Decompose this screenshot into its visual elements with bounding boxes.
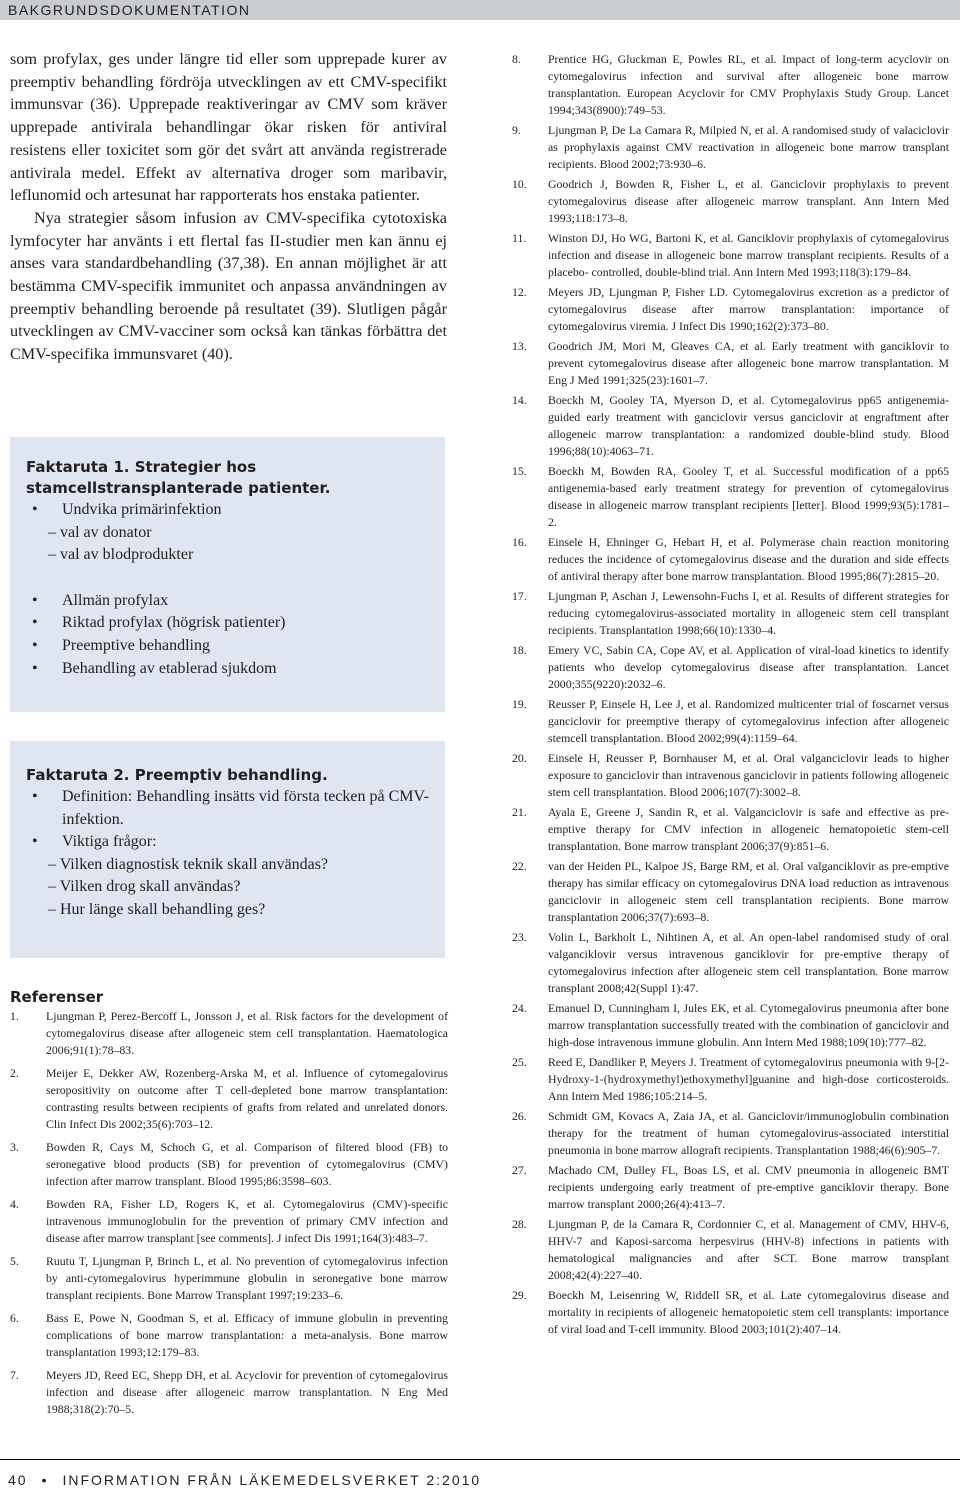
list-item: – val av donator [48, 523, 152, 541]
reference-item [512, 1108, 949, 1159]
list-item: • Viktiga frågor: [26, 831, 431, 854]
reference-text: Emanuel D, Cunningham I, Jules EK, et al. Cytomegalovirus pneumonia after bone marrow transplantation successfully treated with the combination of ganciclovir and high-dose intravenous immune globulin. Ann Intern Med 1988;109(10):777–82. [548, 1001, 949, 1049]
reference-number: 13. [512, 339, 527, 353]
reference-item [512, 392, 949, 460]
reference-item [512, 51, 949, 119]
reference-number: 17. [512, 589, 527, 603]
reference-item [512, 1054, 949, 1105]
footer-separator: • [41, 1472, 49, 1488]
reference-number: 1. [10, 1009, 19, 1023]
reference-number: 22. [512, 859, 527, 873]
reference-number: 14. [512, 393, 527, 407]
faktaruta-1 [10, 437, 445, 712]
reference-item [512, 642, 949, 693]
reference-number: 25. [512, 1055, 527, 1069]
list-item: • Behandling av etablerad sjukdom [26, 658, 431, 681]
reference-item [10, 1253, 448, 1304]
reference-text: Machado CM, Dulley FL, Boas LS, et al. CMV pneumonia in allogeneic BMT recipients undergoing early treatment of pre-emptive ganciklovir therapy. Bone marrow transplant 2000;26(4):413–7. [548, 1163, 949, 1211]
reference-item [10, 1065, 448, 1133]
footer [8, 1470, 908, 1490]
reference-number: 27. [512, 1163, 527, 1177]
reference-text: Ljungman P, de la Camara R, Cordonnier C, et al. Management of CMV, HHV-6, HHV-7 and Kaposi-sarcoma herpesvirus (HHV-8) infections in patients with hematological malignancies and after SCT. Bone marrow transplant 2008;42(4):227–40. [548, 1217, 949, 1282]
reference-item [512, 1000, 949, 1051]
reference-item [512, 1216, 949, 1284]
reference-text: Meyers JD, Reed EC, Shepp DH, et al. Acyclovir for prevention of cytomegalovirus infection and disease after allogeneic marrow transplantation. N Eng Med 1988;318(2):70–5. [46, 1368, 448, 1416]
list-item: • Riktad profylax (högrisk patienter) [26, 612, 431, 635]
reference-number: 21. [512, 805, 527, 819]
reference-text: Winston DJ, Ho WG, Bartoni K, et al. Ganciklovir prophylaxis of cytomegalovirus infection and disease in allogeneic bone marrow transplant recipients. Results of a placebo- controlled, double-blind trial. Ann Intern Med 1993;118(3):179–84. [548, 231, 949, 279]
reference-number: 4. [10, 1197, 19, 1211]
reference-item [512, 534, 949, 585]
reference-number: 9. [512, 123, 521, 137]
reference-number: 28. [512, 1217, 527, 1231]
reference-number: 18. [512, 643, 527, 657]
body-paragraph: som profylax, ges under längre tid eller som upprepade kurer av preemptiv behandling fördröja utvecklingen av ett CMV-specifikt immunsvar (36). Upprepade reaktiveringar av CMV som kräver upprepade antivirala behandlingar ökar risken för antiviral resistens eller toxicitet som gör det svårt att använda registrerade antivirala medel. Effekt av alternativa droger som maribavir, leflunomid och artesunat har rapporterats hos enstaka patienter. [10, 50, 447, 205]
faktaruta-2-title: Faktaruta 2. Preemptiv behandling. [26, 766, 328, 784]
faktaruta-1-title: Faktaruta 1. Strategier hos stamcellstransplanterade patienter. [26, 458, 331, 497]
reference-number: 12. [512, 285, 527, 299]
reference-item [512, 338, 949, 389]
reference-text: Boeckh M, Bowden RA, Gooley T, et al. Successful modification of a pp65 antigenemia-based early treatment strategy for prevention of cytomegalovirus disease in allogeneic marrow transplant recipients [letter]. Blood 1999;93(5):1781–2. [548, 464, 949, 529]
reference-number: 29. [512, 1288, 527, 1302]
reference-number: 3. [10, 1140, 19, 1154]
reference-item [10, 1139, 448, 1190]
reference-text: Bowden RA, Fisher LD, Rogers K, et al. Cytomegalovirus (CMV)-specific intravenous immunoglobulin for the prevention of primary CMV infection and disease after marrow transplant [see comments]. J infect Dis 1991;164(3):483–7. [46, 1197, 448, 1245]
reference-item [10, 1196, 448, 1247]
reference-text: Goodrich JM, Mori M, Gleaves CA, et al. Early treatment with ganciklovir to prevent cytomegalovirus disease after allogeneic bone marrow transplantation. M Eng J Med 1991;325(23):1601–7. [548, 339, 949, 387]
reference-item [512, 1287, 949, 1338]
reference-item [512, 230, 949, 281]
references-list-right [512, 51, 949, 1341]
reference-item [512, 858, 949, 926]
reference-item [10, 1367, 448, 1418]
reference-text: Goodrich J, Bowden R, Fisher L, et al. Ganciclovir prophylaxis to prevent cytomegalovirus disease after allogeneic marrow transplant. Ann Intern Med 1993;118:173–8. [548, 177, 949, 225]
reference-text: Reusser P, Einsele H, Lee J, et al. Randomized multicenter trial of foscarnet versus ganciclovir for preemptive therapy of cytomegalovirus infection after allogeneic stemcell transplantation. Blood 2002;99(4):1159–64. [548, 697, 949, 745]
reference-text: Volin L, Barkholt L, Nihtinen A, et al. An open-label randomised study of oral valganciklovir versus intravenous ganciklovir for pre-emptive therapy of cytomegalovirus infection after allogeneic stem cell transplantation. Bone marrow transplant 2008;42(Suppl 1):47. [548, 930, 949, 995]
reference-number: 5. [10, 1254, 19, 1268]
reference-text: Ljungman P, Perez-Bercoff L, Jonsson J, et al. Risk factors for the development of cytomegalovirus disease after allogeneic stem cell transplantation. Haematologica 2006;91(1):78–83. [46, 1009, 448, 1057]
reference-text: Reed E, Dandliker P, Meyers J. Treatment of cytomegalovirus pneumonia with 9-[2-Hydroxy-1-(hydroxymethyl)ethoxymethyl]guanine and high-dose corticosteroids. Ann Intern Med 1986;105:214–5. [548, 1055, 949, 1103]
reference-text: Ljungman P, Aschan J, Lewensohn-Fuchs I, et al. Results of different strategies for reducing cytomegalovirus-associated mortality in allogeneic stem cell transplant recipients. Transplantation 1998;66(10):1330–4. [548, 589, 949, 637]
reference-number: 11. [512, 231, 527, 245]
reference-number: 7. [10, 1368, 19, 1382]
reference-text: Ruutu T, Ljungman P, Brinch L, et al. No prevention of cytomegalovirus infection by anti-cytomegalovirus hyperimmune globulin in seronegative bone marrow transplant recipients. Bone Marrow Transplant 1997;19:233–6. [46, 1254, 448, 1302]
reference-text: Meijer E, Dekker AW, Rozenberg-Arska M, et al. Influence of cytomegalovirus seropositivity on outcome after T cell-depleted bone marrow transplantation: contrasting results between recipients of grafts from related and unrelated donors. Clin Infect Dis 2002;35(6):703–12. [46, 1066, 448, 1131]
reference-text: Bowden R, Cays M, Schoch G, et al. Comparison of filtered blood (FB) to seronegative blood products (SB) for prevention of cytomegalovirus (CMV) infection after marrow transplant. Blood 1995;86:3598–603. [46, 1140, 448, 1188]
reference-number: 6. [10, 1311, 19, 1325]
reference-item [512, 588, 949, 639]
reference-number: 23. [512, 930, 527, 944]
reference-text: Ayala E, Greene J, Sandin R, et al. Valganciclovir is safe and effective as pre-emptive therapy for CMV infection in allogeneic hematopoietic stem-cell transplantation. Bone marrow transplant 2006;37(9):851–6. [548, 805, 949, 853]
reference-text: van der Heiden PL, Kalpoe JS, Barge RM, et al. Oral valganciklovir as pre-emptive therapy has similar efficacy on cytomegalovirus DNA load reduction as intravenous ganciclovir in allogeneic stem cell transplantation recipients. Bone marrow transplantation 2006;37(7):693–8. [548, 859, 949, 924]
reference-text: Prentice HG, Gluckman E, Powles RL, et al. Impact of long-term acyclovir on cytomegalovirus infection and survival after allogeneic bone marrow transplantation. European Acyclovir for CMV Prophylaxis Study Group. Lancet 1994;343(8900):749–53. [548, 52, 949, 117]
reference-item [512, 176, 949, 227]
reference-number: 19. [512, 697, 527, 711]
reference-number: 8. [512, 52, 521, 66]
reference-number: 24. [512, 1001, 527, 1015]
reference-item [512, 122, 949, 173]
reference-text: Boeckh M, Leisenring W, Riddell SR, et al. Late cytomegalovirus disease and mortality in recipients of allogeneic hematopoietic stem cell transplants: importance of viral load and T-cell immunity. Blood 2003;101(2):407–14. [548, 1288, 949, 1336]
faktaruta-1-list [26, 499, 431, 680]
reference-text: Einsele H, Ehninger G, Hebart H, et al. Polymerase chain reaction monitoring reduces the incidence of cytomegalovirus disease and the duration and side effects of antiviral therapy after bone marrow transplantation. Blood 1995;86(7):2815–20. [548, 535, 949, 583]
references-heading: Referenser [10, 988, 104, 1006]
reference-text: Einsele H, Reusser P, Bornhauser M, et al. Oral valganciclovir leads to higher exposure to ganciclovir than intravenous ganciclovir in patients following allogeneic stem cell transplantation. Blood 2006;107(7):3002–8. [548, 751, 949, 799]
reference-text: Boeckh M, Gooley TA, Myerson D, et al. Cytomegalovirus pp65 antigenemia-guided early treatment with ganciclovir versus ganciclovir at engraftment after allogeneic marrow transplantation: a randomized double-blind study. Blood 1996;88(10):4063–71. [548, 393, 949, 458]
publication-name: INFORMATION FRÅN LÄKEMEDELSVERKET 2:2010 [62, 1472, 482, 1488]
reference-text: Emery VC, Sabin CA, Cope AV, et al. Application of viral-load kinetics to identify patients who develop cytomegalovirus disease after transplantation. Lancet 2000;355(9220):2032–6. [548, 643, 949, 691]
footer-rule [0, 1459, 960, 1460]
list-item: – Vilken drog skall användas? [48, 878, 241, 896]
reference-item [512, 929, 949, 997]
reference-text: Schmidt GM, Kovacs A, Zaia JA, et al. Ganciclovir/immunoglobulin combination therapy for the treatment of human cytomegalovirus-associated interstitial pneumonia in bone marrow allograft recipients. Transplantation 1988;46(6):905–7. [548, 1109, 949, 1157]
reference-item [512, 463, 949, 531]
list-item: • Allmän profylax [26, 590, 431, 613]
body-paragraph: Nya strategier såsom infusion av CMV-specifika cytotoxiska lymfocyter har använts i ett flertal fas II-studier men kan ännu ej anses vara standardbehandling (37,38). En annan möjlighet är att bestämma CMV-specifik immunitet och anpassa användningen av preemptiv behandling beroende på resultatet (39). Slutligen pågår utvecklingen av CMV-vacciner som också kan tänkas förbättra det CMV-specifika immunsvaret (40). [10, 208, 447, 364]
faktaruta-2-list [26, 786, 431, 922]
header-bar [0, 0, 960, 20]
reference-number: 15. [512, 464, 527, 478]
reference-item [512, 804, 949, 855]
references-list-left [10, 1008, 448, 1424]
body-text [10, 48, 447, 366]
section-label: BAKGRUNDSDOKUMENTATION [8, 2, 251, 18]
reference-item [10, 1008, 448, 1059]
reference-number: 20. [512, 751, 527, 765]
reference-number: 16. [512, 535, 527, 549]
reference-item [512, 1162, 949, 1213]
reference-text: Ljungman P, De La Camara R, Milpied N, et al. A randomised study of valaciclovir as prophylaxis against CMV reactivation in allogeneic bone marrow transplant recipients. Blood 2002;73:930–6. [548, 123, 949, 171]
list-item: • Undvika primärinfektion [26, 499, 431, 522]
list-item: – Hur länge skall behandling ges? [48, 900, 266, 918]
reference-number: 26. [512, 1109, 527, 1123]
faktaruta-2 [10, 741, 445, 958]
list-item: – Vilken diagnostisk teknik skall användas? [48, 855, 329, 873]
reference-text: Bass E, Powe N, Goodman S, et al. Efficacy of immune globulin in preventing complications of bone marrow transplantation: a meta-analysis. Bone marrow transplantation 1993;12:179–83. [46, 1311, 448, 1359]
reference-item [10, 1310, 448, 1361]
list-item: – val av blodprodukter [48, 546, 194, 564]
reference-number: 10. [512, 177, 527, 191]
reference-item [512, 696, 949, 747]
reference-number: 2. [10, 1066, 19, 1080]
page-number: 40 [8, 1472, 28, 1488]
reference-text: Meyers JD, Ljungman P, Fisher LD. Cytomegalovirus excretion as a predictor of cytomegalovirus disease after marrow transplantation: importance of cytomegalovirus viremia. J Infect Dis 1990;162(2):373–80. [548, 285, 949, 333]
reference-item [512, 284, 949, 335]
list-item: • Definition: Behandling insätts vid första tecken på CMV-infektion. [26, 786, 431, 831]
reference-item [512, 750, 949, 801]
list-item: • Preemptive behandling [26, 635, 431, 658]
